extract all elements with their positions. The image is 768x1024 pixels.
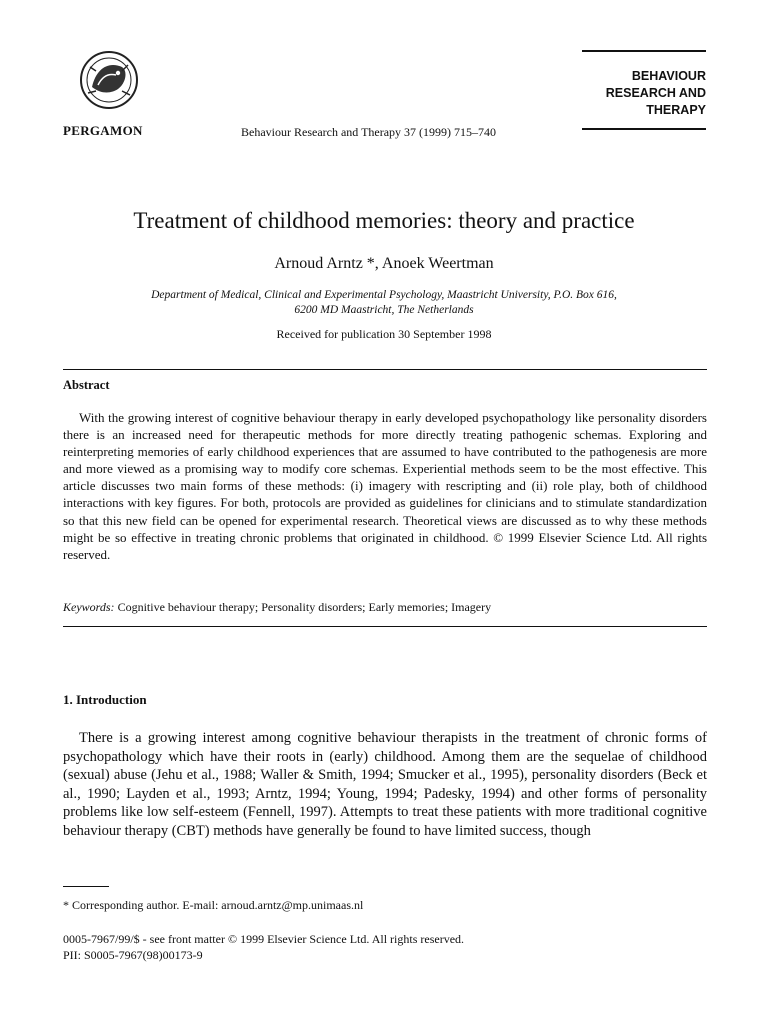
journal-name [582, 68, 706, 119]
author-affiliation [80, 288, 688, 318]
article-title: Treatment of childhood memories: theory and practice [133, 208, 635, 233]
corresponding-author-footnote: * Corresponding author. E-mail: arnoud.arntz@mp.unimaas.nl [63, 898, 364, 912]
journal-box-bottom-rule [582, 128, 706, 130]
keywords-text: Cognitive behaviour therapy; Personality disorders; Early memories; Imagery [117, 600, 492, 614]
copyright-block [63, 932, 464, 963]
article-authors: Arnoud Arntz *, Anoek Weertman [274, 255, 494, 272]
abstract-bottom-rule [63, 626, 707, 627]
introduction-paragraph: There is a growing interest among cognitive behaviour therapists in the treatment of chronic forms of psychopathology which have their roots in (early) childhood. Among them are the sequelae of childhood (sexual) abuse (Jehu et al., 1988; Waller & Smith, 1994; Smucker et al., 1995), personality disorders (Beck et al., 1990; Layden et al., 1993; Arntz, 1994; Young, 1994; Padesky, 1994) and other forms of personality problems like low self-esteem (Fennell, 1997). Attempts to treat these patients with more traditional cognitive behaviour therapy (CBT) methods have generally be found to have limited success, though [63, 730, 707, 839]
footnote-rule [63, 886, 109, 887]
abstract-text: With the growing interest of cognitive behaviour therapy in early developed psychopathology like personality disorders there is an increased need for therapeutic methods for more directly treating pathogenic schemas. Exploring and reinterpreting memories of early childhood experiences that are assumed to have contributed to the pathogenesis are more and more viewed as a promising way to modify core schemas. Experiential methods seem to be the most effective. This article discusses two main forms of these methods: (i) imagery with rescripting and (ii) role play, both of childhood interactions with key figures. For both, protocols are provided as guidelines for clinicians and to stimulate standardization so that this new field can be opened for experimental research. Theoretical views are discussed as to why these methods might be so effective in treating chronic problems that originated in childhood. © 1999 Elsevier Science Ltd. All rights reserved. [63, 410, 707, 562]
abstract-top-rule [63, 369, 707, 370]
keywords-label: Keywords: [63, 600, 115, 614]
affiliation-line-2: 6200 MD Maastricht, The Netherlands [294, 304, 474, 316]
journal-citation: Behaviour Research and Therapy 37 (1999) 715–740 [241, 125, 497, 139]
publisher-name: PERGAMON [63, 123, 143, 138]
publisher-seal-icon [78, 47, 140, 113]
keywords [63, 600, 707, 615]
section-heading-introduction: 1. Introduction [63, 692, 147, 707]
journal-name-line-3: THERAPY [646, 103, 706, 117]
journal-name-line-2: RESEARCH AND [605, 86, 706, 100]
abstract-heading: Abstract [63, 378, 110, 392]
pii-line: PII: S0005-7967(98)00173-9 [63, 947, 203, 962]
journal-name-line-1: BEHAVIOUR [631, 69, 706, 83]
affiliation-line-1: Department of Medical, Clinical and Experimental Psychology, Maastricht University, P.O. Box 616, [151, 289, 617, 301]
journal-box-top-rule [582, 50, 706, 52]
copyright-line: 0005-7967/99/$ - see front matter © 1999 Elsevier Science Ltd. All rights reserved. [63, 932, 465, 946]
received-date: Received for publication 30 September 1998 [276, 327, 492, 341]
